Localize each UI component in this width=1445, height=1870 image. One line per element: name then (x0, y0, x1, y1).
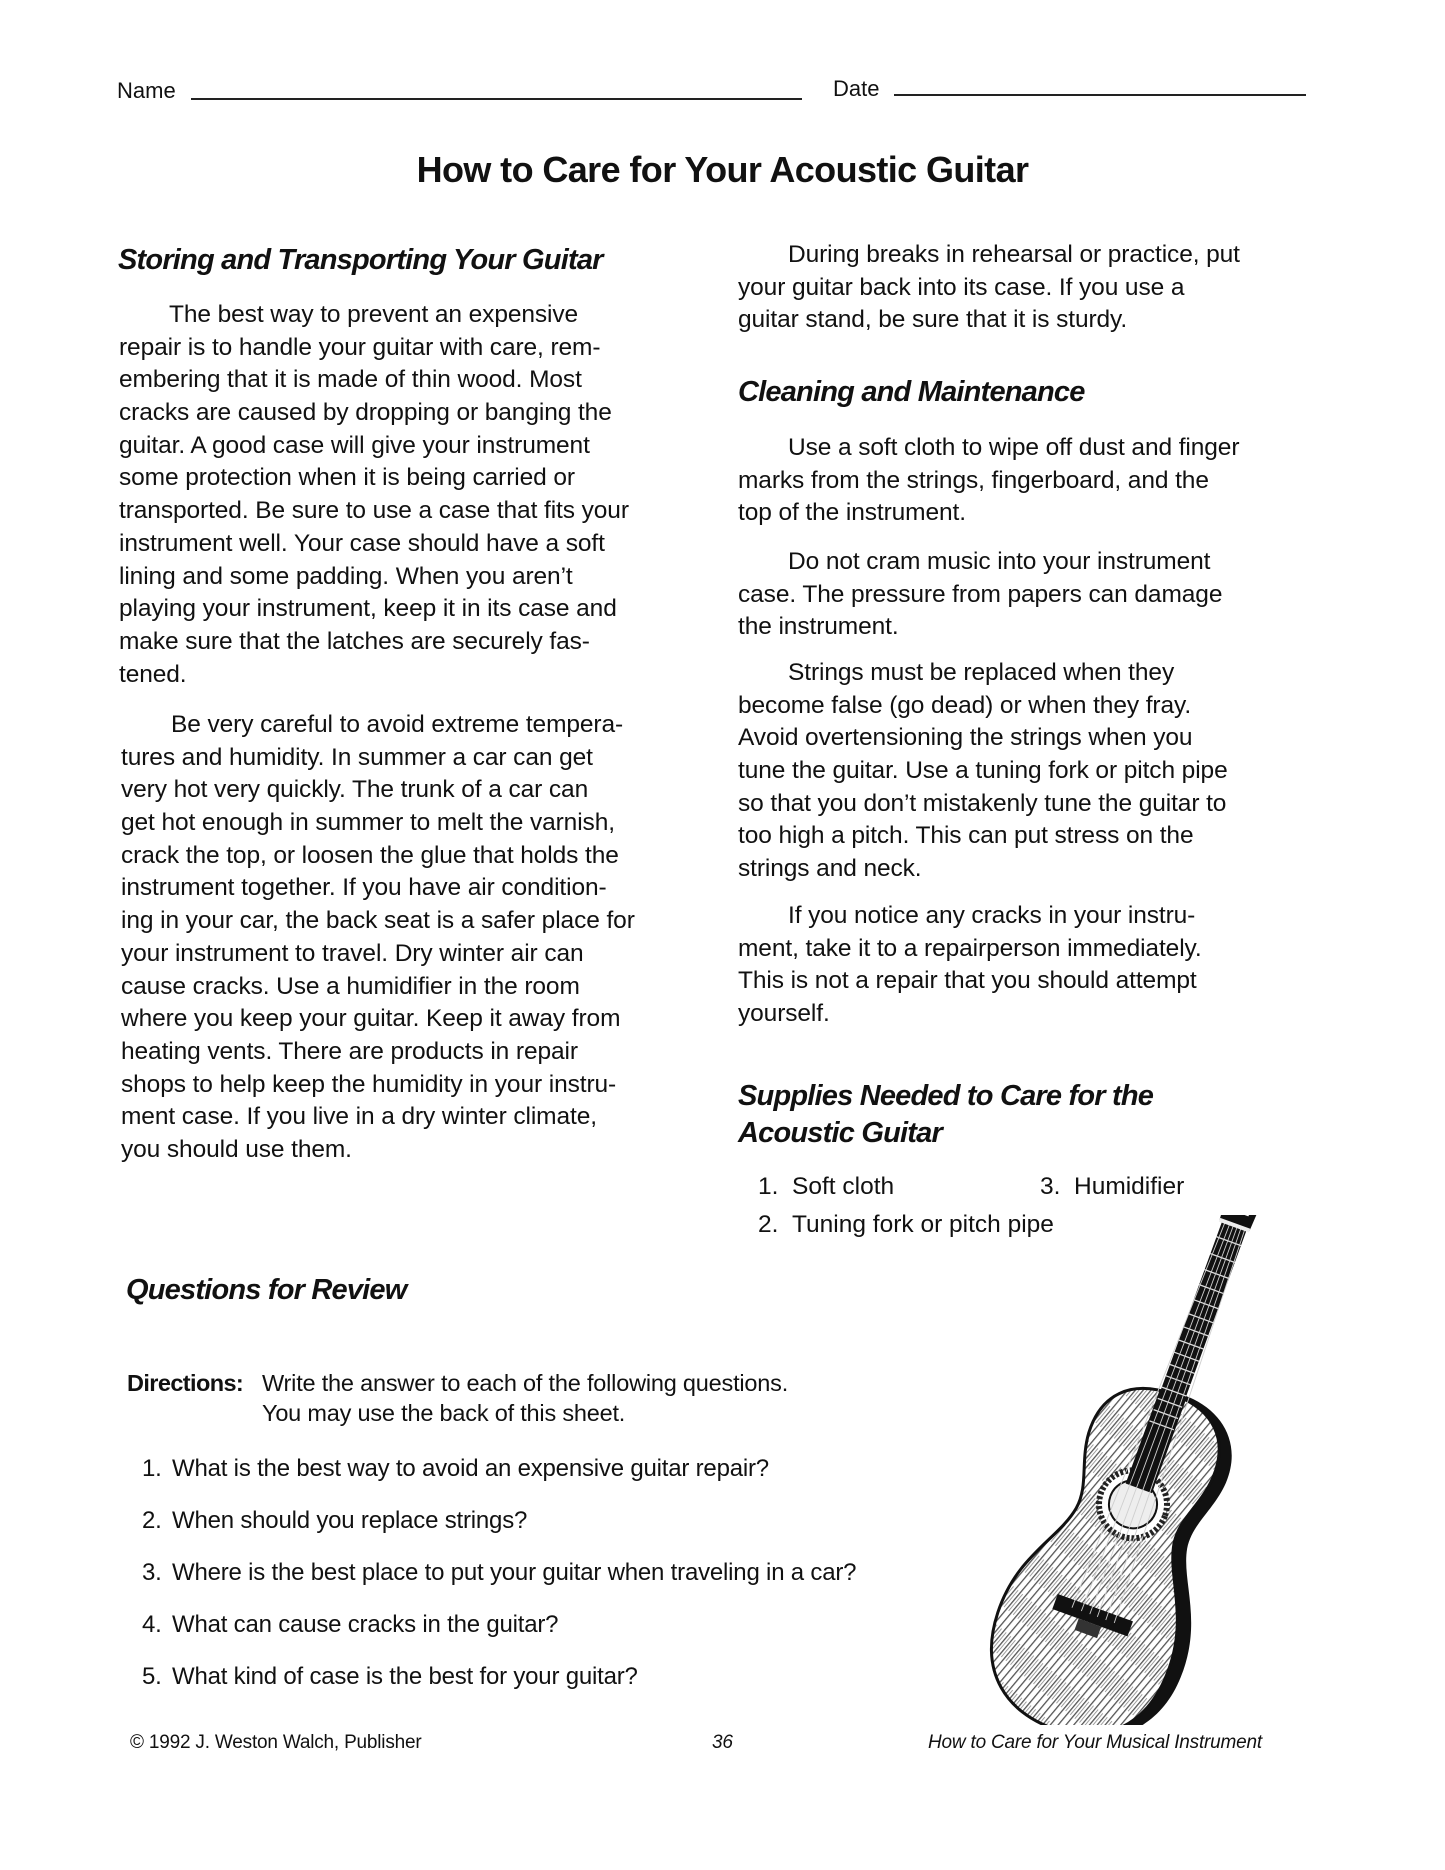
text-line: lining and some padding. When you aren’t (119, 562, 573, 590)
page-title: How to Care for Your Acoustic Guitar (416, 149, 1029, 190)
name-input-line[interactable] (191, 98, 802, 100)
text-line: transported. Be sure to use a case that fits your (119, 497, 629, 525)
text-line: heating vents. There are products in repair (121, 1037, 578, 1065)
directions-label-text: Directions: (127, 1370, 244, 1396)
storing-paragraph-1 (119, 299, 629, 691)
heading-line: Supplies Needed to Care for the (738, 1080, 1154, 1112)
question-text: Where is the best place to put your guitar when traveling in a car? (172, 1559, 857, 1586)
text-line: get hot enough in summer to melt the varnish, (121, 809, 615, 837)
text-line: very hot very quickly. The trunk of a car can (121, 776, 589, 804)
question-item (142, 1507, 527, 1535)
text-line: guitar. A good case will give your instrument (119, 431, 590, 459)
text-line: the instrument. (738, 613, 899, 641)
text-line: During breaks in rehearsal or practice, put (788, 241, 1240, 268)
directions-text (262, 1368, 788, 1428)
cleaning-paragraph-2 (738, 546, 1222, 644)
book-title: How to Care for Your Musical Instrument (928, 1732, 1262, 1753)
text-line: instrument well. Your case should have a soft (119, 529, 605, 557)
question-item (142, 1611, 558, 1639)
supply-text: Tuning fork or pitch pipe (792, 1211, 1054, 1238)
section-heading-supplies (738, 1078, 1153, 1152)
copyright-notice: © 1992 J. Weston Walch, Publisher (130, 1732, 422, 1753)
text-line: ment, take it to a repairperson immediately. (738, 934, 1202, 962)
supply-text: Humidifier (1074, 1173, 1185, 1200)
text-line: tures and humidity. In summer a car can get (121, 743, 593, 771)
text-line: The best way to prevent an expensive (169, 301, 579, 328)
text-line: This is not a repair that you should attempt (738, 967, 1197, 995)
supply-number: 3. (1040, 1173, 1061, 1200)
question-text: What can cause cracks in the guitar? (172, 1611, 559, 1638)
text-line: tune the guitar. Use a tuning fork or pitch pipe (738, 757, 1228, 785)
text-line: guitar stand, be sure that it is sturdy. (738, 306, 1128, 334)
text-line: you should use them. (121, 1135, 352, 1163)
text-line: tened. (119, 660, 187, 688)
question-number: 3. (142, 1559, 162, 1586)
text-line: where you keep your guitar. Keep it away from (121, 1005, 621, 1033)
section-heading-review: Questions for Review (126, 1274, 407, 1306)
text-line: crack the top, or loosen the glue that holds the (121, 841, 619, 869)
text-line: Use a soft cloth to wipe off dust and finger (788, 434, 1240, 461)
question-number: 5. (142, 1663, 162, 1690)
section-heading-storing: Storing and Transporting Your Guitar (118, 244, 603, 276)
text-line: Be very careful to avoid extreme tempera- (171, 711, 624, 738)
supply-number: 1. (758, 1173, 779, 1200)
supply-item (1040, 1168, 1184, 1205)
question-text: When should you replace strings? (172, 1507, 528, 1534)
text-line: If you notice any cracks in your instru- (788, 902, 1196, 929)
question-number: 4. (142, 1611, 162, 1638)
text-line: repair is to handle your guitar with care, rem- (119, 333, 601, 361)
name-label: Name (117, 78, 176, 103)
text-line: some protection when it is being carried or (119, 464, 575, 492)
question-text: What is the best way to avoid an expensive guitar repair? (172, 1455, 769, 1482)
text-line: your guitar back into its case. If you use a (738, 273, 1185, 301)
question-number: 2. (142, 1507, 162, 1534)
text-line: cause cracks. Use a humidifier in the room (121, 972, 580, 1000)
directions-line: You may use the back of this sheet. (262, 1400, 626, 1426)
text-line: cracks are caused by dropping or banging the (119, 399, 612, 427)
directions-line: Write the answer to each of the following questions. (262, 1370, 789, 1396)
text-line: yourself. (738, 1000, 830, 1028)
heading-line: Acoustic Guitar (738, 1117, 942, 1149)
text-line: top of the instrument. (738, 499, 966, 527)
directions-label (127, 1368, 243, 1398)
date-label: Date (833, 76, 880, 101)
transport-paragraph-continued (738, 239, 1240, 337)
question-item (142, 1559, 856, 1587)
cleaning-paragraph-1 (738, 432, 1239, 530)
text-line: strings and neck. (738, 855, 922, 883)
text-line: ment case. If you live in a dry winter climate, (121, 1103, 597, 1131)
text-line: your instrument to travel. Dry winter air can (121, 939, 584, 967)
question-number: 1. (142, 1455, 162, 1482)
question-text: What kind of case is the best for your guitar? (172, 1663, 638, 1690)
cleaning-paragraph-3 (738, 657, 1228, 886)
text-line: make sure that the latches are securely fas- (119, 627, 590, 655)
text-line: Do not cram music into your instrument (788, 548, 1211, 575)
text-line: case. The pressure from papers can damage (738, 580, 1223, 608)
text-line: playing your instrument, keep it in its case and (119, 595, 617, 623)
text-line: too high a pitch. This can put stress on the (738, 822, 1194, 850)
text-line: Avoid overtensioning the strings when you (738, 724, 1193, 752)
cleaning-paragraph-4 (738, 900, 1202, 1031)
date-input-line[interactable] (894, 94, 1306, 96)
acoustic-guitar-illustration-icon (960, 1215, 1260, 1725)
text-line: Strings must be replaced when they (788, 659, 1175, 686)
supply-number: 2. (758, 1211, 779, 1238)
supply-text: Soft cloth (792, 1173, 895, 1200)
text-line: marks from the strings, fingerboard, and the (738, 466, 1209, 494)
page-number: 36 (712, 1732, 733, 1753)
text-line: shops to help keep the humidity in your instru- (121, 1070, 617, 1098)
text-line: instrument together. If you have air condition- (121, 874, 607, 902)
storing-paragraph-2 (121, 709, 635, 1167)
section-heading-cleaning: Cleaning and Maintenance (738, 376, 1085, 408)
question-item (142, 1455, 769, 1483)
question-item (142, 1663, 638, 1691)
text-line: become false (go dead) or when they fray. (738, 691, 1192, 719)
supply-item (758, 1168, 894, 1205)
text-line: embering that it is made of thin wood. Most (119, 366, 582, 394)
text-line: ing in your car, the back seat is a safer place for (121, 907, 635, 935)
text-line: so that you don’t mistakenly tune the guitar to (738, 789, 1227, 817)
